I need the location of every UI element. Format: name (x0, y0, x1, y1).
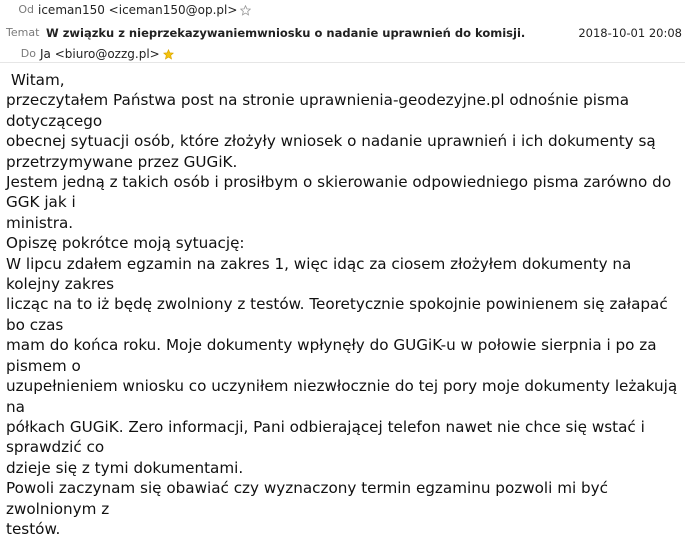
from-value[interactable] (38, 1, 251, 21)
body-line: licząc na to iż będę zwolniony z testów. Teoretycznie spokojnie powinienem się załapać bo czas (6, 295, 673, 334)
body-line: mam do końca roku. Moje dokumenty wpłynęły do GUGiK-u w połowie sierpnia i po za pismem o (6, 336, 662, 375)
body-line: Powoli zaczynam się obawiać czy wyznaczony termin egzaminu pozwoli mi być zwolnionym z (6, 479, 613, 518)
body-line: Witam, (6, 71, 65, 89)
to-value[interactable] (40, 45, 174, 65)
message-body (6, 70, 682, 539)
body-line: testów. (6, 519, 61, 538)
star-outline-icon[interactable] (240, 3, 251, 21)
body-line: półkach GUGiK. Zero informacji, Pani odbierającej telefon nawet nie chce się wstać i sprawdzić co (6, 417, 650, 457)
body-line: Jestem jedną z takich osób i prosiłbym o skierowanie odpowiedniego pisma zarówno do GGK jak i (6, 173, 676, 212)
body-line: obecnej sytuacji osób, które złożyły wniosek o nadanie uprawnień i ich dokumenty są (6, 132, 656, 151)
body-line: ministra. (6, 213, 74, 232)
message-header (0, 0, 685, 63)
from-address[interactable]: iceman150 <iceman150@op.pl> (38, 3, 238, 17)
body-line: uzupełnieniem wniosku co uczyniłem niezwłocznie do tej pory moje dokumenty leżakują na (6, 377, 682, 416)
body-line: Opiszę pokrótce moją sytuację: (6, 234, 245, 253)
body-line: przeczytałem Państwa post na stronie uprawnienia-geodezyjne.pl odnośnie pisma dotyczącego (6, 91, 634, 130)
message-date: 2018-10-01 20:08 (578, 26, 682, 40)
subject-value: W związku z nieprzekazywaniemwniosku o nadanie uprawnień do komisji. (46, 26, 526, 40)
subject-label: Temat (6, 26, 40, 39)
to-label: Do (20, 47, 36, 60)
body-line: przetrzymywane przez GUGiK. (6, 152, 238, 171)
body-line: dzieje się z tymi dokumentami. (6, 458, 244, 477)
to-address[interactable]: Ja <biuro@ozzg.pl> (40, 47, 160, 61)
star-filled-icon[interactable] (163, 47, 174, 65)
from-label: Od (18, 3, 34, 16)
body-line: W lipcu zdałem egzamin na zakres 1, więc idąc za ciosem złożyłem dokumenty na kolejny zakres (6, 254, 637, 294)
